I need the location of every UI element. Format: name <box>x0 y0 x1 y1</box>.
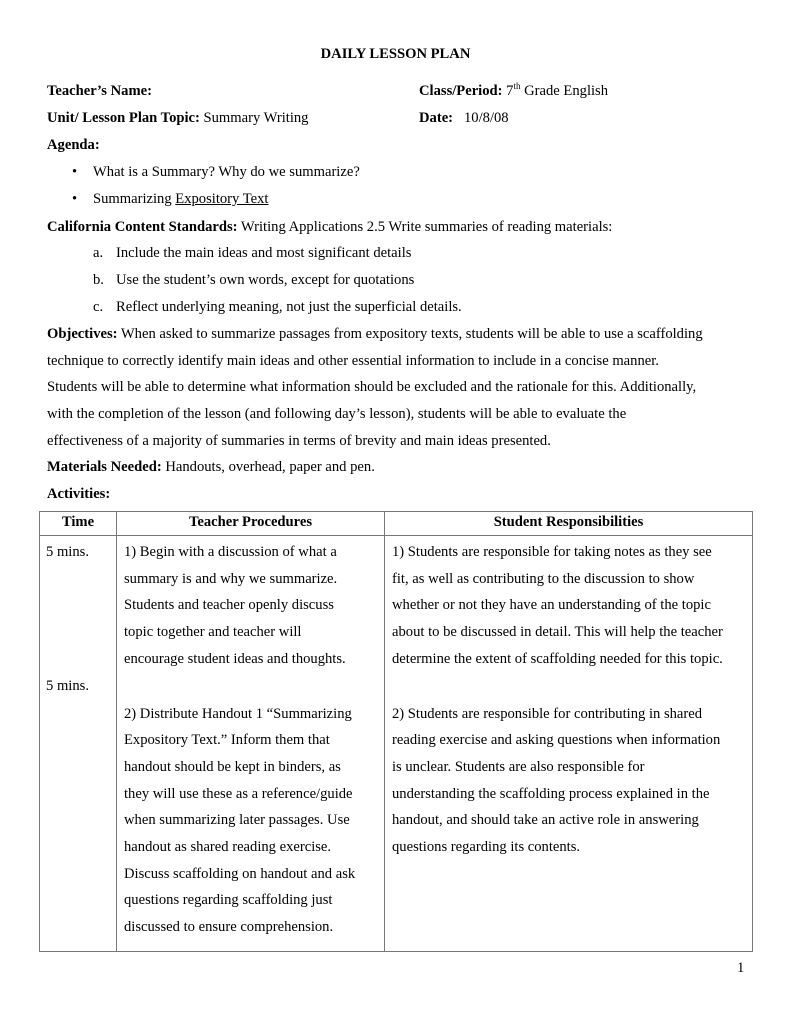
standards-item-text: Reflect underlying meaning, not just the superficial details. <box>116 299 462 315</box>
student-line: 1) Students are responsible for taking notes as they see <box>392 544 712 560</box>
teacher-line: 1) Begin with a discussion of what a <box>124 544 337 560</box>
standards <box>47 219 612 236</box>
class-period-label: Class/Period: <box>419 83 503 99</box>
teacher-line: handout should be kept in binders, as <box>124 758 341 775</box>
standards-item-letter: b. <box>93 272 104 288</box>
table-header-row <box>40 512 753 536</box>
student-responsibility-1 <box>392 539 748 673</box>
student-line: is unclear. Students are also responsible for <box>392 758 645 775</box>
class-period-value: Grade English <box>520 83 609 99</box>
agenda-item-underlined: Expository Text <box>175 191 269 207</box>
student-line: about to be discussed in detail. This will help the teacher <box>392 624 723 641</box>
student-line: questions regarding its contents. <box>392 839 581 856</box>
column-header-time: Time <box>40 512 117 536</box>
teacher-line: when summarizing later passages. Use <box>124 812 350 829</box>
standards-value: Writing Applications 2.5 Write summaries of reading materials: <box>237 219 613 235</box>
activities-label: Activities: <box>47 486 111 502</box>
class-grade-number: 7 <box>506 83 514 99</box>
student-line: understanding the scaffolding process explained in the <box>392 785 710 802</box>
time-value: 5 mins. <box>46 677 89 694</box>
teacher-procedures-cell <box>117 536 385 952</box>
teacher-line: summary is and why we summarize. <box>124 570 338 587</box>
objectives-line: technique to correctly identify main ideas and other essential information to include in a concise manner. <box>47 352 659 369</box>
standards-label: California Content Standards: <box>47 219 238 235</box>
time-cell <box>40 536 117 952</box>
standards-item-text: Use the student’s own words, except for quotations <box>116 272 415 288</box>
agenda-item-text: What is a Summary? Why do we summarize? <box>93 164 360 180</box>
teacher-line: Students and teacher openly discuss <box>124 597 334 614</box>
unit-topic <box>47 110 308 127</box>
unit-topic-label: Unit/ Lesson Plan Topic: <box>47 110 200 126</box>
page-number: 1 <box>737 960 745 976</box>
objectives-label: Objectives: <box>47 326 118 342</box>
student-line: determine the extent of scaffolding needed for this topic. <box>392 650 723 667</box>
objectives-line: effectiveness of a majority of summaries in terms of brevity and main ideas presented. <box>47 432 551 449</box>
teacher-procedure-1 <box>124 539 378 673</box>
teacher-line: topic together and teacher will <box>124 624 302 641</box>
column-header-teacher: Teacher Procedures <box>117 512 385 536</box>
teacher-line: discussed to ensure comprehension. <box>124 919 334 936</box>
student-line: handout, and should take an active role in answering <box>392 812 699 829</box>
student-line: whether or not they have an understanding of the topic <box>392 597 711 614</box>
objectives-line <box>47 321 747 348</box>
student-line: fit, as well as contributing to the discussion to show <box>392 570 695 587</box>
unit-topic-value: Summary Writing <box>199 110 309 126</box>
objectives-line: Students will be able to determine what information should be excluded and the rationale for this. Additionally, <box>47 379 697 396</box>
teacher-name-label: Teacher’s Name: <box>47 83 152 99</box>
date-label: Date: <box>419 110 454 126</box>
student-line: 2) Students are responsible for contributing in shared <box>392 705 703 722</box>
teacher-line: Expository Text.” Inform them that <box>124 732 330 749</box>
time-value: 5 mins. <box>46 544 89 560</box>
table-row <box>40 536 753 952</box>
class-grade-suffix: th <box>513 81 521 91</box>
student-line: reading exercise and asking questions when information <box>392 732 721 749</box>
agenda-item-text <box>93 191 268 208</box>
standards-item-letter: a. <box>93 245 104 261</box>
bullet-icon: • <box>72 164 78 180</box>
column-header-student: Student Responsibilities <box>385 512 753 536</box>
class-period <box>419 83 608 100</box>
date <box>419 110 509 127</box>
objectives-text: When asked to summarize passages from expository texts, students will be able to use a scaffolding <box>117 326 703 342</box>
objectives-line: with the completion of the lesson (and following day’s lesson), students will be able to evaluate the <box>47 406 627 423</box>
teacher-procedure-2 <box>124 701 378 941</box>
materials-value: Handouts, overhead, paper and pen. <box>161 459 375 475</box>
standards-item-text: Include the main ideas and most significant details <box>116 245 412 261</box>
materials <box>47 459 375 476</box>
agenda-item-prefix: Summarizing <box>93 191 176 207</box>
bullet-icon: • <box>72 191 78 207</box>
objectives-paragraph <box>47 321 747 455</box>
agenda-label: Agenda: <box>47 137 100 153</box>
teacher-line: questions regarding scaffolding just <box>124 892 333 909</box>
teacher-line: encourage student ideas and thoughts. <box>124 650 346 667</box>
materials-label: Materials Needed: <box>47 459 162 475</box>
student-responsibilities-cell <box>385 536 753 952</box>
date-value: 10/8/08 <box>464 110 509 126</box>
activities-table <box>39 511 753 952</box>
teacher-line: they will use these as a reference/guide <box>124 785 353 802</box>
standards-item-letter: c. <box>93 299 104 315</box>
teacher-line: 2) Distribute Handout 1 “Summarizing <box>124 705 352 722</box>
document-title: DAILY LESSON PLAN <box>320 46 471 62</box>
teacher-line: handout as shared reading exercise. <box>124 839 332 856</box>
teacher-line: Discuss scaffolding on handout and ask <box>124 865 356 882</box>
student-responsibility-2 <box>392 701 748 861</box>
